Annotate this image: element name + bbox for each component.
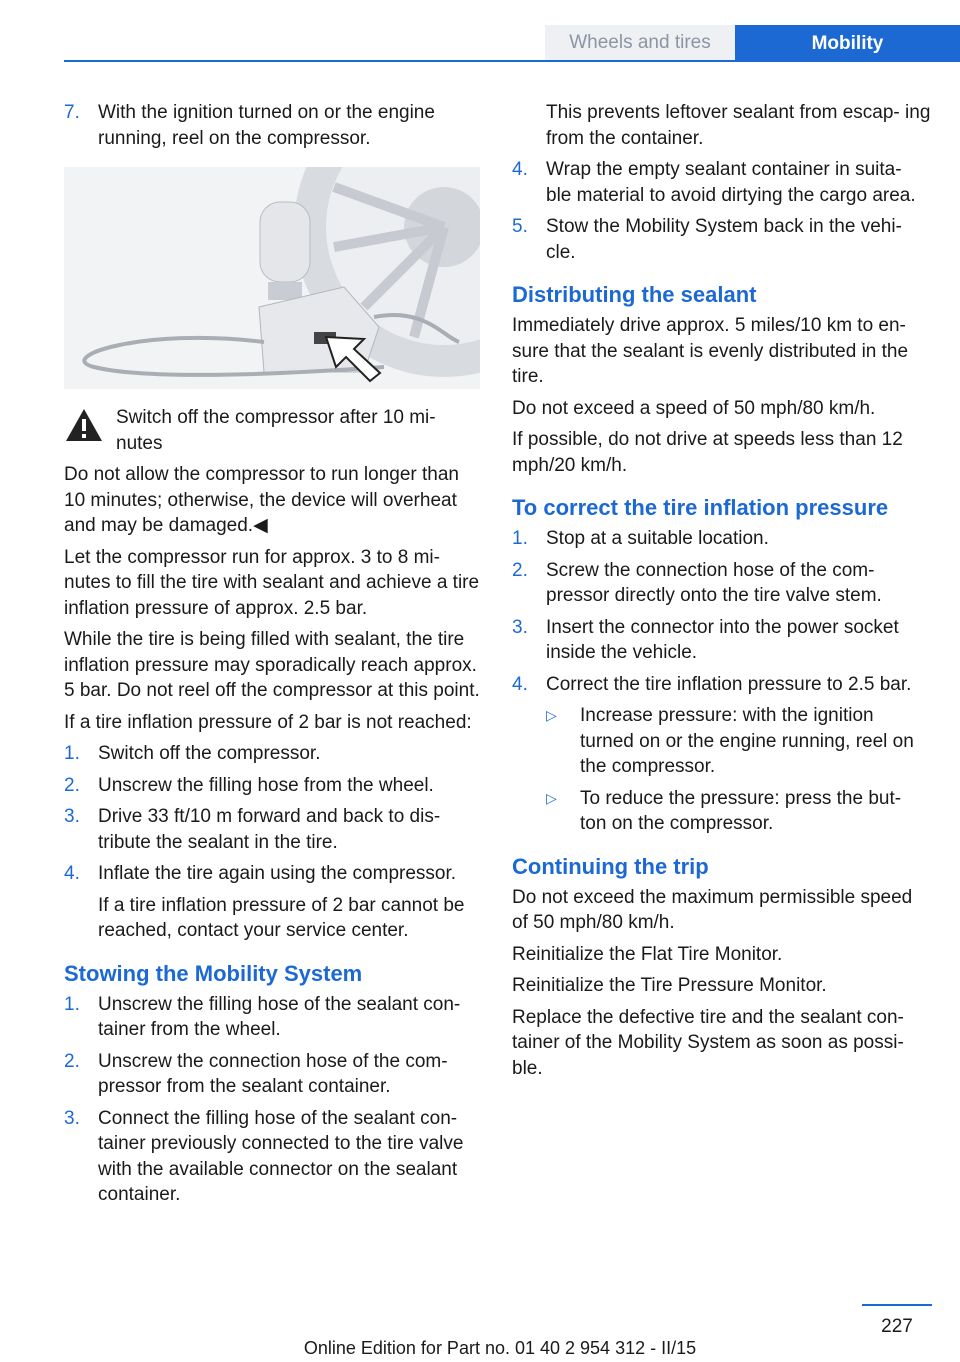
step-number: 1. xyxy=(512,528,528,549)
page-number: 227 xyxy=(881,1316,913,1337)
stowing-steps-list-cont xyxy=(512,100,932,265)
list-item xyxy=(512,558,932,609)
paragraph: Replace the defective tire and the sealant con‐ tainer of the Mobility System as soon as possi‐ ble. xyxy=(512,1006,904,1079)
step-number: 4. xyxy=(64,863,80,884)
step-text: Unscrew the filling hose from the wheel. xyxy=(98,774,434,796)
steps-list xyxy=(64,741,482,944)
paragraph: If possible, do not drive at speeds less than 12 mph/20 km/h. xyxy=(512,429,903,476)
paragraph: Immediately drive approx. 5 miles/10 km to en‐ sure that the sealant is evenly distributed in the tire. xyxy=(512,315,909,387)
paragraph: Do not exceed a speed of 50 mph/80 km/h. xyxy=(512,397,876,419)
sub-list-item xyxy=(546,703,932,780)
step-continuation: This prevents leftover sealant from escap‐ ing from the container. xyxy=(546,102,931,149)
list-item xyxy=(64,804,482,855)
triangle-bullet-icon: ▷ xyxy=(546,789,557,806)
heading-stowing: Stowing the Mobility System xyxy=(64,960,363,986)
paragraph: If a tire inflation pressure of 2 bar is not reached: xyxy=(64,711,472,733)
right-column xyxy=(512,100,932,1087)
step-number: 2. xyxy=(64,1050,80,1072)
step-text: Screw the connection hose of the com‐ pressor directly onto the tire valve stem. xyxy=(546,559,882,606)
paragraph: Do not exceed the maximum permissible speed of 50 mph/80 km/h. xyxy=(512,886,913,933)
footer-rule xyxy=(862,1304,932,1306)
step-number: 1. xyxy=(64,743,80,764)
step-text: With the ignition turned on or the engine running, reel on the compressor. xyxy=(98,102,435,149)
warning-title: Switch off the compressor after 10 mi‐ nutes xyxy=(116,407,436,454)
compressor-tire-illustration xyxy=(64,167,480,389)
step-text: Unscrew the connection hose of the com‐ pressor from the sealant container. xyxy=(98,1050,448,1097)
list-item xyxy=(64,1049,482,1100)
step-text: Insert the connector into the power socket inside the vehicle. xyxy=(546,616,899,663)
step-number: 2. xyxy=(512,559,528,581)
step-number: 4. xyxy=(512,673,528,695)
step-text: Correct the tire inflation pressure to 2.5 bar. xyxy=(546,673,912,695)
heading-correct-pressure: To correct the tire inflation pressure xyxy=(512,495,889,520)
step-text: Inflate the tire again using the compressor. xyxy=(98,863,457,884)
list-item xyxy=(64,861,482,944)
step-number: 3. xyxy=(512,616,528,638)
list-item xyxy=(64,741,482,767)
paragraph: Let the compressor run for approx. 3 to 8 mi‐ nutes to fill the tire with sealant and achieve a tire inflation pressure of approx. 2.5 bar. xyxy=(64,546,480,619)
edition-note: Online Edition for Part no. 01 40 2 954 312 - II/15 xyxy=(303,1338,697,1358)
step-text: Stop at a suitable location. xyxy=(546,528,769,549)
list-item xyxy=(512,157,932,208)
step-continuation: If a tire inflation pressure of 2 bar cannot be reached, contact your service center. xyxy=(98,894,465,941)
correct-steps-list xyxy=(512,526,932,837)
list-item xyxy=(64,992,482,1043)
triangle-bullet-icon: ▷ xyxy=(546,707,557,723)
step-number: 3. xyxy=(64,806,80,827)
step-text: Unscrew the filling hose of the sealant con‐ tainer from the wheel. xyxy=(98,993,461,1040)
step-text: Switch off the compressor. xyxy=(98,743,321,764)
heading-distributing: Distributing the sealant xyxy=(512,282,757,307)
step-text: Drive 33 ft/10 m forward and back to dis‐ tribute the sealant in the tire. xyxy=(98,806,441,853)
paragraph: While the tire is being filled with sealant, the tire inflation pressure may sporadically reach approx. 5 bar. Do not reel off the compressor at this point. xyxy=(64,629,480,701)
list-item xyxy=(512,214,932,265)
list-item xyxy=(512,526,932,552)
step-number: 4. xyxy=(512,159,528,180)
sub-list-item xyxy=(546,786,932,837)
step-number: 5. xyxy=(512,216,528,237)
warning-triangle-icon xyxy=(64,407,104,443)
heading-continuing: Continuing the trip xyxy=(512,853,709,879)
list-item xyxy=(64,1106,482,1208)
section-tab[interactable]: Wheels and tires xyxy=(545,25,735,60)
step-number: 2. xyxy=(64,774,80,796)
header-rule xyxy=(64,60,960,62)
step-list-7 xyxy=(64,100,482,151)
step-text: Stow the Mobility System back in the vehi‐ cle. xyxy=(546,216,902,263)
list-item xyxy=(512,672,932,837)
list-item xyxy=(512,615,932,666)
illustration-svg xyxy=(64,167,480,389)
left-column xyxy=(64,100,482,1220)
sub-item-text: To reduce the pressure: press the but‐ ton on the compressor. xyxy=(580,787,902,834)
sub-item-text: Increase pressure: with the ignition turned on or the engine running, reel on the compressor. xyxy=(580,705,914,777)
list-item xyxy=(64,773,482,799)
list-item xyxy=(512,100,932,151)
step-text: Connect the filling hose of the sealant con‐ tainer previously connected to the tire valve with the available connector on the sealant container. xyxy=(98,1107,464,1205)
sub-list xyxy=(546,703,932,837)
step-number: 1. xyxy=(64,993,80,1015)
chapter-tab[interactable]: Mobility xyxy=(735,25,960,62)
list-item xyxy=(64,100,482,151)
warning-block xyxy=(64,405,482,456)
step-number: 3. xyxy=(64,1107,80,1129)
step-text: Wrap the empty sealant container in suita‐ ble material to avoid dirtying the cargo area. xyxy=(546,159,916,206)
page-header xyxy=(64,25,960,62)
paragraph: Reinitialize the Tire Pressure Monitor. xyxy=(512,975,827,996)
stowing-steps-list xyxy=(64,992,482,1208)
warning-body: Do not allow the compressor to run longer than 10 minutes; otherwise, the device will overheat and may be damaged.◀ xyxy=(64,464,459,536)
step-number: 7. xyxy=(64,102,80,123)
paragraph: Reinitialize the Flat Tire Monitor. xyxy=(512,943,783,965)
